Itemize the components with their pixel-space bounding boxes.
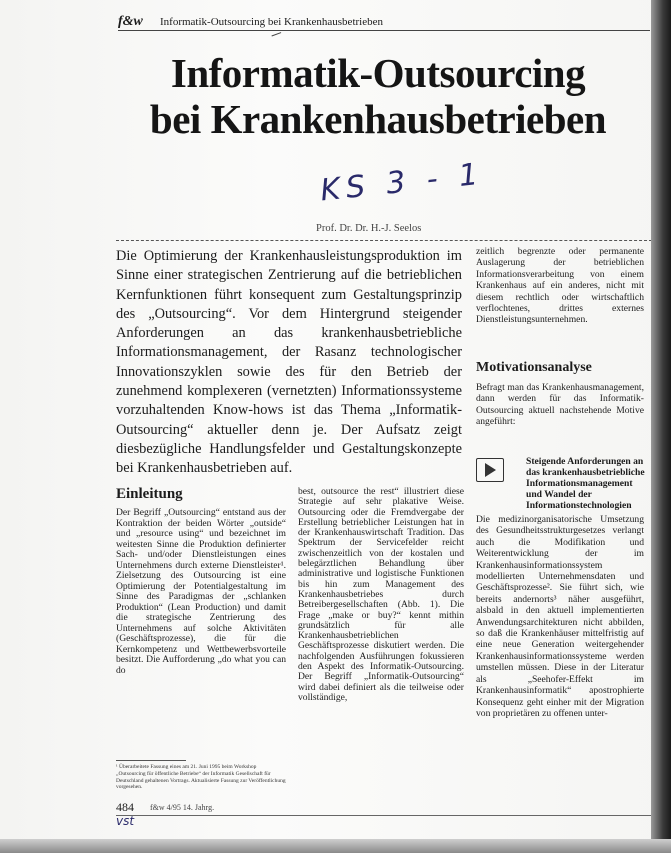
lead-paragraph: Die Optimierung der Krankenhausleistungsproduktion im Sinne einer strategischen Zentrierung auf die betrieblichen Kernfunktionen führt konsequent zum Gestaltungsprinzip des „Outsourcing“. Vor dem Hintergrund steigender Anforderungen an das krankenhausbetriebliche Informationsmanagement, der Rasanz technologischer Innovationszyklen sowie des für den Betrieb der zunehmend komplexeren (vernetzten) Informationssysteme vorzuhaltenden Know-hows ist das Thema „Informatik-Outsourcing“ aktueller denn je. Der Aufsatz zeigt diesbezügliche Handlungsfelder und Gestaltungskonzepte bei Krankenhausbetrieben auf.	[116, 248, 462, 477]
journal-logo: f&w	[118, 14, 143, 29]
footer-source: f&w 4/95 14. Jahrg.	[150, 803, 215, 812]
dashed-divider	[116, 240, 652, 241]
heading-einleitung: Einleitung	[116, 486, 183, 502]
subheading	[526, 456, 646, 511]
footer-rule	[116, 815, 656, 816]
author-line: Prof. Dr. Dr. H.-J. Seelos	[316, 223, 422, 234]
footnote: ¹ Überarbeitete Fassung eines am 21. Juni 1995 beim Workshop „Outsourcing für öffentliche Betriebe“ der Informatik Gesellschaft für Deutschland gehaltenen Vortrags. Aktualisierte Fassung zur Veröffentlichung vorgesehen.	[116, 764, 286, 791]
col2-body: best, outsource the rest“ illustriert diese Strategie auf sehr plakative Weise. Outsourcing oder die Fremdvergabe der Erstellung betrieblicher Leistungen hat in der Krankenhauswirtschaft Tradition. Das Spektrum der Servicefelder reicht zwischenzeitlich von der kostalen und belegärztlichen Behandlung über administrative und logistische Funktionen bis hin zum Management des Krankenhausbetriebes durch Betreibergesellschaften (Abb. 1). Die Frage „make or buy?“ kennt mithin grundsätzlich für alle Krankenhausbetrieblichen Geschäftsprozesse diskutiert werden. Die nachfolgenden Ausführungen fokussieren den Aspekt des Informatik-Outsourcing. Der Begriff „Informatik-Outsourcing“ wird dabei definiert als die teilweise oder vollständige,	[298, 486, 464, 703]
col3-body: Die medizinorganisatorische Umsetzung des Gesundheitsstrukturgesetzes verlangt auch die Modifikation und Weiterentwicklung der im Krankenhausinformationssystem modellierten Unternehmensdaten und Geschäftsprozesse². Sie führt sich, wie bereits andernorts³ näher ausgeführt, alsbald in den aktuell implementierten Anwendungsarchitekturen nicht abbilden, so daß die Krankenhäuser mittelfristig auf eine neue Generation weitergehender Krankenhausinformationssysteme werden umstellen müssen. Diese in der Literatur als „Seehofer-Effekt im Krankenhausinformatik“ apostrophierte Konsequenz geht einher mit der Migration von proprietären zu offenen unter-	[476, 514, 644, 719]
header-rule	[118, 30, 650, 31]
scan-edge-right	[651, 0, 671, 853]
page-number: 484	[116, 800, 134, 814]
article-title	[108, 50, 648, 142]
col3-definition: zeitlich begrenzte oder permanente Auslagerung der betrieblichen Informationsverarbeitung von einem Krankenhaus auf ein anderes, nicht mit diesem rechtlich oder wirtschaftlich verflochtenes, drittes externes Dienstleistungsunternehmen.	[476, 246, 644, 326]
col1-body: Der Begriff „Outsourcing“ entstand aus der Kontraktion der beiden Wörter „outside“ und „resource using“ und bezeichnet im weitesten Sinne die Produktion definierter Sach- und/oder Dienstleistungen eines Unternehmens durch externe Dienstleister¹. Zielsetzung des Outsourcing ist eine Optimierung der Potentialgestaltung im Sinne des Paradigmas der „schlanken Produktion“ (Lean Production) und damit die strategische Zentrierung des Unternehmens auf solche Aktivitäten (Geschäftsprozesse), die für die Kernkompetenz und Wettbewerbsvorteile besitzt. Die Aufforderung „do what you can do	[116, 507, 286, 676]
handwritten-note: KS 3 - 1	[318, 156, 486, 209]
col3-motivation-text: Befragt man das Krankenhausmanagement, dann werden für das Informatik-Outsourcing aktuell nachstehende Motive angeführt:	[476, 382, 644, 428]
footnote-rule	[116, 760, 186, 761]
title-line-2: bei Krankenhausbetrieben	[149, 96, 607, 142]
heading-motivationsanalyse: Motivationsanalyse	[476, 360, 592, 375]
arrow-marker-icon	[476, 458, 504, 482]
title-line-1: Informatik-Outsourcing	[170, 50, 586, 96]
running-title: Informatik-Outsourcing bei Krankenhausbetrieben	[160, 16, 383, 28]
footer-scribble: vst	[116, 814, 135, 828]
subheading-text: Steigende Anforderungen an das krankenhausbetriebliche Informationsmanagement und Wandel der Informationstechnologien	[526, 456, 645, 511]
scan-edge-bottom	[0, 839, 671, 853]
